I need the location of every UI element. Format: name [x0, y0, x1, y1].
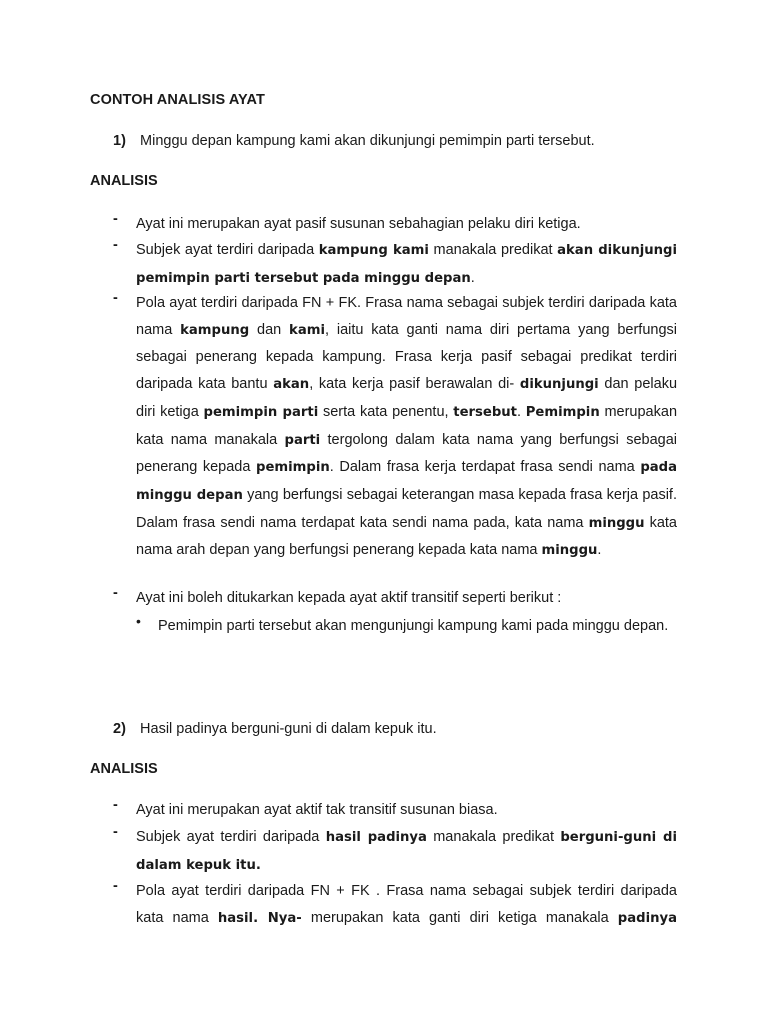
text-run: Subjek ayat terdiri daripada	[136, 829, 326, 845]
dash-marker: -	[113, 878, 118, 894]
bold-run: pemimpin parti	[203, 404, 319, 420]
analysis-heading-1: ANALISIS	[90, 173, 158, 189]
text-run: .	[516, 403, 526, 420]
item-text: Ayat ini boleh ditukarkan kepada ayat aktif transitif seperti berikut :	[136, 590, 562, 606]
item-text: Ayat ini merupakan ayat pasif susunan sebahagian pelaku diri ketiga.	[136, 216, 581, 232]
question-2	[113, 721, 437, 737]
text-run: dan pelaku diri ketiga	[136, 376, 678, 420]
bullet-marker: •	[136, 613, 141, 629]
bold-run: kami	[289, 322, 325, 338]
dash-marker: -	[113, 824, 118, 840]
bold-run: padinya	[617, 910, 677, 926]
item-text	[136, 237, 677, 292]
bold-run: pada minggu depan	[136, 460, 677, 503]
dash-marker: -	[113, 237, 118, 253]
dash-marker: -	[113, 290, 118, 306]
text-run: , iaitu kata ganti nama diri pertama yang berfungsi sebagai penerang kepada kampung. Frasa kerja pasif sebagai predikat terdiri daripada kata bantu	[136, 321, 677, 393]
analysis-1-item-4-sub	[136, 613, 677, 640]
text-run: Pola ayat terdiri daripada FN + FK . Frasa nama sebagai subjek terdiri daripada kata nama	[136, 883, 677, 926]
bold-run: akan	[273, 377, 310, 393]
bold-run: minggu	[588, 515, 645, 531]
bold-run: hasil padinya	[325, 830, 427, 845]
analysis-1-item-4	[113, 585, 677, 612]
text-run: . Dalam frasa kerja terdapat frasa sendi nama	[329, 459, 641, 476]
dash-marker: -	[113, 797, 118, 813]
bold-run: kampung	[180, 322, 250, 338]
question-1	[113, 133, 595, 149]
text-run: merupakan kata nama manakala	[136, 403, 678, 448]
item-text	[136, 824, 677, 879]
item-text: Pemimpin parti tersebut akan mengunjungi kampung kami pada minggu depan.	[158, 618, 669, 634]
question-number: 2)	[113, 721, 126, 737]
text-run: , kata kerja pasif berawalan di-	[309, 376, 520, 393]
question-number: 1)	[113, 133, 126, 149]
bold-run: Pemimpin	[525, 404, 600, 420]
analysis-1-item-2	[113, 237, 677, 292]
text-run: Pola ayat terdiri daripada FN + FK. Frasa nama sebagai subjek terdiri daripada kata nama	[136, 295, 677, 338]
item-text: Ayat ini merupakan ayat aktif tak transitif susunan biasa.	[136, 802, 498, 818]
question-sentence: Minggu depan kampung kami akan dikunjungi pemimpin parti tersebut.	[140, 133, 595, 149]
bold-run: minggu	[541, 543, 598, 559]
bold-run: pemimpin	[256, 460, 330, 476]
analysis-heading-2: ANALISIS	[90, 761, 158, 777]
bold-run: dikunjungi	[519, 377, 599, 393]
bold-run: akan dikunjungi pemimpin parti tersebut pada minggu depan	[136, 243, 678, 286]
text-run: manakala predikat	[426, 829, 561, 845]
text-run: dan	[249, 321, 290, 338]
text-run: manakala predikat	[428, 242, 558, 258]
item-text	[136, 878, 677, 932]
analysis-1-item-3	[113, 290, 677, 565]
text-run: yang berfungsi sebagai keterangan masa kepada frasa kerja pasif. Dalam frasa sendi nama terdapat kata sendi nama pada, kata nama	[136, 486, 677, 531]
text-run: Subjek ayat terdiri daripada	[136, 242, 319, 258]
document-title: CONTOH ANALISIS AYAT	[90, 92, 265, 108]
text-run: kata nama arah depan yang berfungsi penerang kepada kata nama	[136, 514, 677, 559]
bold-run: tersebut	[453, 404, 517, 420]
text-run: .	[470, 269, 475, 286]
analysis-2-item-1	[113, 797, 677, 824]
analysis-2-item-2	[113, 824, 677, 879]
text-run: tergolong dalam kata nama yang berfungsi sebagai penerang kepada	[136, 431, 677, 476]
analysis-2-item-3	[113, 878, 677, 932]
dash-marker: -	[113, 585, 118, 601]
text-run: .	[597, 542, 602, 559]
question-sentence: Hasil padinya berguni-guni di dalam kepuk itu.	[140, 721, 437, 737]
bold-run: parti	[284, 432, 321, 448]
bold-run: hasil. Nya-	[217, 910, 302, 926]
dash-marker: -	[113, 211, 118, 227]
text-run: merupakan kata ganti diri ketiga manakala	[301, 909, 618, 926]
text-run: serta kata penentu,	[318, 403, 454, 420]
bold-run: berguni-guni di dalam kepuk itu.	[136, 830, 677, 873]
item-text	[136, 290, 677, 565]
bold-run: kampung kami	[318, 243, 429, 258]
analysis-1-item-1	[113, 211, 677, 238]
